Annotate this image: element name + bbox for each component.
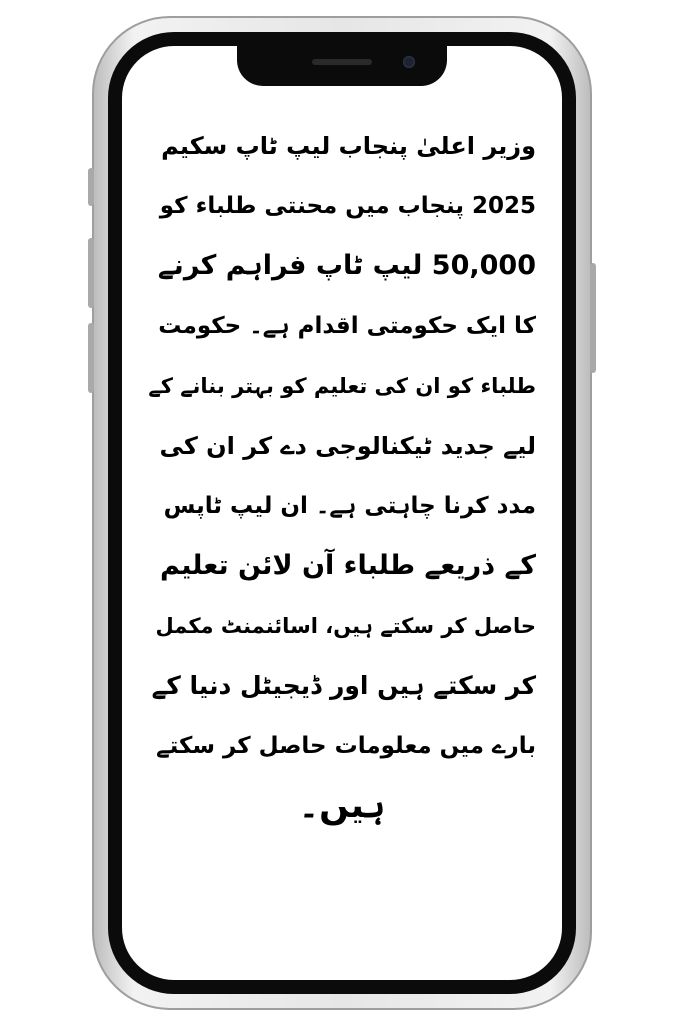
front-camera-icon [403, 56, 415, 68]
article-text [148, 116, 536, 970]
text-line: کے ذریعے طلباء آن لائن تعلیم [160, 550, 536, 581]
phone-bezel [108, 32, 576, 994]
text-line: 50,000 لیپ ٹاپ فراہم کرنے [157, 250, 536, 281]
text-line: ہیں۔ [298, 786, 386, 826]
text-line: 2025 پنجاب میں محنتی طلباء کو [159, 193, 536, 219]
volume-down-button [88, 323, 94, 393]
speaker-grille [312, 59, 372, 65]
silent-switch [88, 168, 94, 206]
text-line: حاصل کر سکتے ہیں، اسائنمنٹ مکمل [155, 614, 536, 638]
power-button [590, 263, 596, 373]
text-line: لیے جدید ٹیکنالوجی دے کر ان کی [159, 432, 536, 460]
text-line: بارے میں معلومات حاصل کر سکتے [156, 733, 536, 759]
notch [237, 46, 447, 86]
text-line: وزیر اعلیٰ پنجاب لیپ ٹاپ سکیم [161, 132, 536, 160]
volume-up-button [88, 238, 94, 308]
text-line: کر سکتے ہیں اور ڈیجیٹل دنیا کے [151, 671, 536, 700]
text-line: مدد کرنا چاہتی ہے۔ ان لیپ ٹاپس [163, 493, 536, 519]
text-line: طلباء کو ان کی تعلیم کو بہتر بنانے کے [148, 374, 536, 398]
phone-mockup [92, 16, 592, 1010]
text-line: کا ایک حکومتی اقدام ہے۔ حکومت [158, 313, 536, 339]
phone-screen [122, 46, 562, 980]
